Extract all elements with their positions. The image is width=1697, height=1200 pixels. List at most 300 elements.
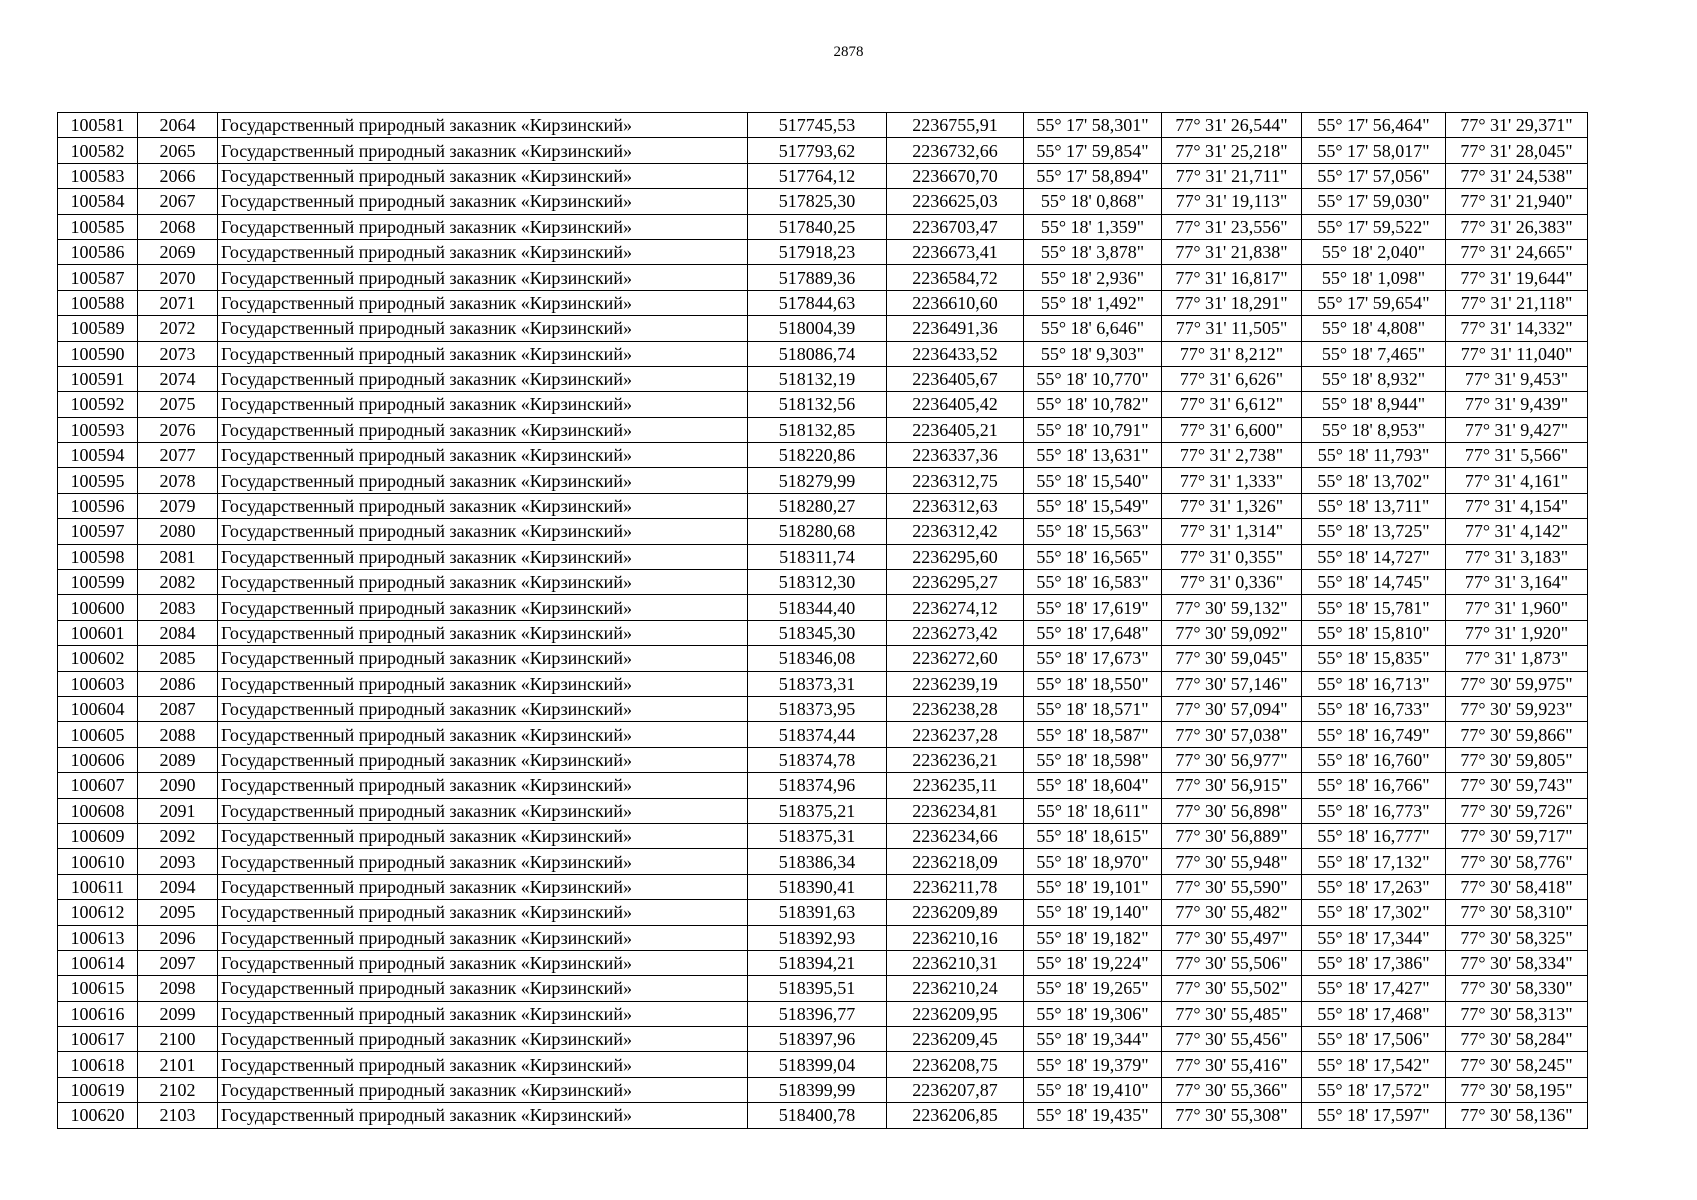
y-coordinate-cell: 2236755,91: [887, 113, 1024, 138]
y-coordinate-cell: 2236491,36: [887, 316, 1024, 341]
point-id-cell: 100608: [58, 798, 138, 823]
x-coordinate-cell: 518346,08: [748, 646, 887, 671]
longitude-1-cell: 77° 30' 57,038": [1162, 722, 1302, 747]
table-row: [58, 214, 1588, 239]
longitude-1-cell: 77° 31' 1,314": [1162, 519, 1302, 544]
latitude-1-cell: 55° 17' 59,854": [1024, 138, 1162, 163]
longitude-1-cell: 77° 30' 56,898": [1162, 798, 1302, 823]
latitude-1-cell: 55° 18' 9,303": [1024, 341, 1162, 366]
point-number-cell: 2073: [138, 341, 218, 366]
point-id-cell: 100605: [58, 722, 138, 747]
object-name-cell: Государственный природный заказник «Кирзинский»: [218, 950, 748, 975]
point-id-cell: 100590: [58, 341, 138, 366]
point-number-cell: 2076: [138, 417, 218, 442]
latitude-2-cell: 55° 18' 14,727": [1302, 544, 1446, 569]
latitude-1-cell: 55° 18' 19,140": [1024, 900, 1162, 925]
y-coordinate-cell: 2236236,21: [887, 747, 1024, 772]
longitude-1-cell: 77° 30' 55,366": [1162, 1077, 1302, 1102]
table-row: [58, 570, 1588, 595]
y-coordinate-cell: 2236209,89: [887, 900, 1024, 925]
latitude-2-cell: 55° 18' 17,572": [1302, 1077, 1446, 1102]
latitude-1-cell: 55° 18' 19,265": [1024, 976, 1162, 1001]
longitude-2-cell: 77° 31' 1,960": [1446, 595, 1588, 620]
object-name-cell: Государственный природный заказник «Кирзинский»: [218, 341, 748, 366]
longitude-2-cell: 77° 30' 58,284": [1446, 1027, 1588, 1052]
point-id-cell: 100604: [58, 696, 138, 721]
latitude-2-cell: 55° 18' 16,760": [1302, 747, 1446, 772]
point-id-cell: 100582: [58, 138, 138, 163]
object-name-cell: Государственный природный заказник «Кирзинский»: [218, 519, 748, 544]
table-row: [58, 722, 1588, 747]
point-number-cell: 2097: [138, 950, 218, 975]
point-id-cell: 100593: [58, 417, 138, 442]
latitude-2-cell: 55° 17' 57,056": [1302, 163, 1446, 188]
object-name-cell: Государственный природный заказник «Кирзинский»: [218, 468, 748, 493]
y-coordinate-cell: 2236312,42: [887, 519, 1024, 544]
longitude-1-cell: 77° 30' 55,456": [1162, 1027, 1302, 1052]
latitude-1-cell: 55° 18' 19,410": [1024, 1077, 1162, 1102]
point-number-cell: 2082: [138, 570, 218, 595]
point-number-cell: 2095: [138, 900, 218, 925]
x-coordinate-cell: 518374,78: [748, 747, 887, 772]
page-number: 2878: [833, 44, 864, 60]
latitude-2-cell: 55° 18' 17,506": [1302, 1027, 1446, 1052]
longitude-1-cell: 77° 30' 55,590": [1162, 874, 1302, 899]
object-name-cell: Государственный природный заказник «Кирзинский»: [218, 1001, 748, 1026]
latitude-1-cell: 55° 18' 6,646": [1024, 316, 1162, 341]
y-coordinate-cell: 2236211,78: [887, 874, 1024, 899]
point-number-cell: 2085: [138, 646, 218, 671]
longitude-1-cell: 77° 31' 19,113": [1162, 189, 1302, 214]
point-number-cell: 2066: [138, 163, 218, 188]
y-coordinate-cell: 2236209,45: [887, 1027, 1024, 1052]
longitude-2-cell: 77° 31' 4,142": [1446, 519, 1588, 544]
latitude-2-cell: 55° 18' 11,793": [1302, 443, 1446, 468]
x-coordinate-cell: 518311,74: [748, 544, 887, 569]
latitude-1-cell: 55° 18' 15,549": [1024, 493, 1162, 518]
object-name-cell: Государственный природный заказник «Кирзинский»: [218, 290, 748, 315]
point-number-cell: 2103: [138, 1103, 218, 1128]
point-id-cell: 100598: [58, 544, 138, 569]
longitude-2-cell: 77° 31' 21,940": [1446, 189, 1588, 214]
table-row: [58, 1027, 1588, 1052]
y-coordinate-cell: 2236210,24: [887, 976, 1024, 1001]
object-name-cell: Государственный природный заказник «Кирзинский»: [218, 620, 748, 645]
table-row: [58, 493, 1588, 518]
longitude-2-cell: 77° 30' 58,334": [1446, 950, 1588, 975]
point-id-cell: 100584: [58, 189, 138, 214]
point-number-cell: 2081: [138, 544, 218, 569]
point-number-cell: 2087: [138, 696, 218, 721]
point-id-cell: 100588: [58, 290, 138, 315]
y-coordinate-cell: 2236239,19: [887, 671, 1024, 696]
y-coordinate-cell: 2236405,42: [887, 392, 1024, 417]
object-name-cell: Государственный природный заказник «Кирзинский»: [218, 392, 748, 417]
point-number-cell: 2092: [138, 823, 218, 848]
x-coordinate-cell: 518394,21: [748, 950, 887, 975]
point-number-cell: 2065: [138, 138, 218, 163]
longitude-1-cell: 77° 31' 21,838": [1162, 239, 1302, 264]
object-name-cell: Государственный природный заказник «Кирзинский»: [218, 696, 748, 721]
latitude-2-cell: 55° 18' 8,944": [1302, 392, 1446, 417]
table-row: [58, 646, 1588, 671]
longitude-2-cell: 77° 30' 58,330": [1446, 976, 1588, 1001]
longitude-1-cell: 77° 31' 18,291": [1162, 290, 1302, 315]
table-row: [58, 163, 1588, 188]
table-row: [58, 1103, 1588, 1128]
point-number-cell: 2102: [138, 1077, 218, 1102]
object-name-cell: Государственный природный заказник «Кирзинский»: [218, 1052, 748, 1077]
latitude-2-cell: 55° 17' 56,464": [1302, 113, 1446, 138]
latitude-2-cell: 55° 18' 17,386": [1302, 950, 1446, 975]
table-row: [58, 138, 1588, 163]
point-id-cell: 100596: [58, 493, 138, 518]
x-coordinate-cell: 518220,86: [748, 443, 887, 468]
longitude-2-cell: 77° 30' 58,310": [1446, 900, 1588, 925]
y-coordinate-cell: 2236732,66: [887, 138, 1024, 163]
point-number-cell: 2072: [138, 316, 218, 341]
latitude-2-cell: 55° 18' 15,781": [1302, 595, 1446, 620]
object-name-cell: Государственный природный заказник «Кирзинский»: [218, 417, 748, 442]
latitude-1-cell: 55° 18' 19,306": [1024, 1001, 1162, 1026]
object-name-cell: Государственный природный заказник «Кирзинский»: [218, 163, 748, 188]
longitude-1-cell: 77° 31' 6,600": [1162, 417, 1302, 442]
table-row: [58, 341, 1588, 366]
object-name-cell: Государственный природный заказник «Кирзинский»: [218, 1077, 748, 1102]
coordinates-table-container: [57, 112, 1587, 1129]
latitude-2-cell: 55° 18' 17,468": [1302, 1001, 1446, 1026]
latitude-1-cell: 55° 18' 18,587": [1024, 722, 1162, 747]
y-coordinate-cell: 2236312,75: [887, 468, 1024, 493]
longitude-2-cell: 77° 30' 58,313": [1446, 1001, 1588, 1026]
point-number-cell: 2098: [138, 976, 218, 1001]
point-id-cell: 100619: [58, 1077, 138, 1102]
longitude-2-cell: 77° 31' 14,332": [1446, 316, 1588, 341]
point-number-cell: 2074: [138, 366, 218, 391]
longitude-1-cell: 77° 31' 2,738": [1162, 443, 1302, 468]
longitude-2-cell: 77° 31' 3,164": [1446, 570, 1588, 595]
x-coordinate-cell: 518375,21: [748, 798, 887, 823]
longitude-2-cell: 77° 30' 58,776": [1446, 849, 1588, 874]
object-name-cell: Государственный природный заказник «Кирзинский»: [218, 722, 748, 747]
y-coordinate-cell: 2236234,66: [887, 823, 1024, 848]
x-coordinate-cell: 518399,04: [748, 1052, 887, 1077]
latitude-2-cell: 55° 18' 17,597": [1302, 1103, 1446, 1128]
table-row: [58, 874, 1588, 899]
point-number-cell: 2093: [138, 849, 218, 874]
x-coordinate-cell: 518279,99: [748, 468, 887, 493]
latitude-1-cell: 55° 18' 19,182": [1024, 925, 1162, 950]
latitude-1-cell: 55° 18' 19,379": [1024, 1052, 1162, 1077]
longitude-1-cell: 77° 31' 6,626": [1162, 366, 1302, 391]
point-id-cell: 100581: [58, 113, 138, 138]
point-id-cell: 100589: [58, 316, 138, 341]
table-row: [58, 1052, 1588, 1077]
y-coordinate-cell: 2236584,72: [887, 265, 1024, 290]
object-name-cell: Государственный природный заказник «Кирзинский»: [218, 925, 748, 950]
point-id-cell: 100597: [58, 519, 138, 544]
point-id-cell: 100616: [58, 1001, 138, 1026]
longitude-2-cell: 77° 30' 58,136": [1446, 1103, 1588, 1128]
longitude-1-cell: 77° 30' 59,045": [1162, 646, 1302, 671]
point-id-cell: 100602: [58, 646, 138, 671]
y-coordinate-cell: 2236433,52: [887, 341, 1024, 366]
point-id-cell: 100609: [58, 823, 138, 848]
longitude-2-cell: 77° 31' 28,045": [1446, 138, 1588, 163]
y-coordinate-cell: 2236237,28: [887, 722, 1024, 747]
latitude-1-cell: 55° 18' 10,782": [1024, 392, 1162, 417]
y-coordinate-cell: 2236703,47: [887, 214, 1024, 239]
longitude-2-cell: 77° 30' 58,325": [1446, 925, 1588, 950]
latitude-1-cell: 55° 17' 58,894": [1024, 163, 1162, 188]
x-coordinate-cell: 518399,99: [748, 1077, 887, 1102]
point-id-cell: 100613: [58, 925, 138, 950]
longitude-2-cell: 77° 31' 1,920": [1446, 620, 1588, 645]
x-coordinate-cell: 517889,36: [748, 265, 887, 290]
longitude-1-cell: 77° 31' 1,333": [1162, 468, 1302, 493]
longitude-2-cell: 77° 30' 59,866": [1446, 722, 1588, 747]
y-coordinate-cell: 2236405,67: [887, 366, 1024, 391]
longitude-1-cell: 77° 31' 25,218": [1162, 138, 1302, 163]
latitude-2-cell: 55° 18' 17,542": [1302, 1052, 1446, 1077]
longitude-2-cell: 77° 31' 26,383": [1446, 214, 1588, 239]
longitude-1-cell: 77° 30' 55,502": [1162, 976, 1302, 1001]
longitude-2-cell: 77° 31' 1,873": [1446, 646, 1588, 671]
point-id-cell: 100614: [58, 950, 138, 975]
x-coordinate-cell: 517840,25: [748, 214, 887, 239]
table-row: [58, 544, 1588, 569]
point-id-cell: 100595: [58, 468, 138, 493]
object-name-cell: Государственный природный заказник «Кирзинский»: [218, 646, 748, 671]
point-number-cell: 2068: [138, 214, 218, 239]
latitude-2-cell: 55° 18' 16,773": [1302, 798, 1446, 823]
table-row: [58, 620, 1588, 645]
point-number-cell: 2088: [138, 722, 218, 747]
point-id-cell: 100585: [58, 214, 138, 239]
latitude-2-cell: 55° 18' 2,040": [1302, 239, 1446, 264]
object-name-cell: Государственный природный заказник «Кирзинский»: [218, 443, 748, 468]
point-id-cell: 100612: [58, 900, 138, 925]
y-coordinate-cell: 2236209,95: [887, 1001, 1024, 1026]
latitude-1-cell: 55° 18' 17,619": [1024, 595, 1162, 620]
point-id-cell: 100601: [58, 620, 138, 645]
latitude-1-cell: 55° 18' 0,868": [1024, 189, 1162, 214]
x-coordinate-cell: 518345,30: [748, 620, 887, 645]
longitude-1-cell: 77° 31' 21,711": [1162, 163, 1302, 188]
longitude-1-cell: 77° 30' 55,948": [1162, 849, 1302, 874]
x-coordinate-cell: 517745,53: [748, 113, 887, 138]
x-coordinate-cell: 518344,40: [748, 595, 887, 620]
latitude-1-cell: 55° 18' 19,224": [1024, 950, 1162, 975]
table-row: [58, 773, 1588, 798]
x-coordinate-cell: 518374,96: [748, 773, 887, 798]
point-id-cell: 100592: [58, 392, 138, 417]
point-number-cell: 2080: [138, 519, 218, 544]
latitude-2-cell: 55° 17' 58,017": [1302, 138, 1446, 163]
longitude-2-cell: 77° 31' 21,118": [1446, 290, 1588, 315]
latitude-2-cell: 55° 18' 8,932": [1302, 366, 1446, 391]
longitude-1-cell: 77° 31' 16,817": [1162, 265, 1302, 290]
point-number-cell: 2071: [138, 290, 218, 315]
latitude-1-cell: 55° 18' 13,631": [1024, 443, 1162, 468]
point-number-cell: 2090: [138, 773, 218, 798]
latitude-2-cell: 55° 18' 7,465": [1302, 341, 1446, 366]
longitude-1-cell: 77° 31' 23,556": [1162, 214, 1302, 239]
object-name-cell: Государственный природный заказник «Кирзинский»: [218, 239, 748, 264]
latitude-1-cell: 55° 18' 15,563": [1024, 519, 1162, 544]
coordinates-table: [57, 112, 1588, 1129]
x-coordinate-cell: 518280,68: [748, 519, 887, 544]
table-row: [58, 519, 1588, 544]
point-id-cell: 100615: [58, 976, 138, 1001]
x-coordinate-cell: 518392,93: [748, 925, 887, 950]
table-row: [58, 671, 1588, 696]
longitude-1-cell: 77° 31' 8,212": [1162, 341, 1302, 366]
longitude-1-cell: 77° 30' 56,977": [1162, 747, 1302, 772]
latitude-1-cell: 55° 18' 1,359": [1024, 214, 1162, 239]
latitude-2-cell: 55° 18' 13,725": [1302, 519, 1446, 544]
x-coordinate-cell: 518004,39: [748, 316, 887, 341]
y-coordinate-cell: 2236273,42: [887, 620, 1024, 645]
object-name-cell: Государственный природный заказник «Кирзинский»: [218, 900, 748, 925]
point-number-cell: 2064: [138, 113, 218, 138]
table-row: [58, 900, 1588, 925]
y-coordinate-cell: 2236405,21: [887, 417, 1024, 442]
object-name-cell: Государственный природный заказник «Кирзинский»: [218, 874, 748, 899]
latitude-2-cell: 55° 18' 16,766": [1302, 773, 1446, 798]
x-coordinate-cell: 518397,96: [748, 1027, 887, 1052]
x-coordinate-cell: 518086,74: [748, 341, 887, 366]
latitude-2-cell: 55° 18' 16,777": [1302, 823, 1446, 848]
x-coordinate-cell: 518132,19: [748, 366, 887, 391]
latitude-1-cell: 55° 18' 18,598": [1024, 747, 1162, 772]
object-name-cell: Государственный природный заказник «Кирзинский»: [218, 316, 748, 341]
point-number-cell: 2084: [138, 620, 218, 645]
latitude-2-cell: 55° 18' 13,711": [1302, 493, 1446, 518]
longitude-2-cell: 77° 30' 59,743": [1446, 773, 1588, 798]
latitude-1-cell: 55° 18' 3,878": [1024, 239, 1162, 264]
x-coordinate-cell: 518132,56: [748, 392, 887, 417]
table-row: [58, 747, 1588, 772]
table-row: [58, 798, 1588, 823]
point-number-cell: 2091: [138, 798, 218, 823]
object-name-cell: Государственный природный заказник «Кирзинский»: [218, 138, 748, 163]
y-coordinate-cell: 2236234,81: [887, 798, 1024, 823]
longitude-1-cell: 77° 30' 55,497": [1162, 925, 1302, 950]
object-name-cell: Государственный природный заказник «Кирзинский»: [218, 1027, 748, 1052]
longitude-2-cell: 77° 31' 29,371": [1446, 113, 1588, 138]
point-id-cell: 100618: [58, 1052, 138, 1077]
longitude-1-cell: 77° 31' 6,612": [1162, 392, 1302, 417]
object-name-cell: Государственный природный заказник «Кирзинский»: [218, 849, 748, 874]
table-row: [58, 468, 1588, 493]
latitude-1-cell: 55° 18' 10,791": [1024, 417, 1162, 442]
longitude-2-cell: 77° 31' 3,183": [1446, 544, 1588, 569]
longitude-1-cell: 77° 30' 55,482": [1162, 900, 1302, 925]
y-coordinate-cell: 2236218,09: [887, 849, 1024, 874]
longitude-1-cell: 77° 30' 55,416": [1162, 1052, 1302, 1077]
longitude-1-cell: 77° 30' 57,146": [1162, 671, 1302, 696]
point-id-cell: 100617: [58, 1027, 138, 1052]
object-name-cell: Государственный природный заказник «Кирзинский»: [218, 747, 748, 772]
y-coordinate-cell: 2236272,60: [887, 646, 1024, 671]
table-row: [58, 392, 1588, 417]
object-name-cell: Государственный природный заказник «Кирзинский»: [218, 595, 748, 620]
point-id-cell: 100606: [58, 747, 138, 772]
point-number-cell: 2086: [138, 671, 218, 696]
object-name-cell: Государственный природный заказник «Кирзинский»: [218, 976, 748, 1001]
point-number-cell: 2089: [138, 747, 218, 772]
latitude-1-cell: 55° 17' 58,301": [1024, 113, 1162, 138]
longitude-2-cell: 77° 31' 24,665": [1446, 239, 1588, 264]
longitude-1-cell: 77° 30' 59,132": [1162, 595, 1302, 620]
point-number-cell: 2070: [138, 265, 218, 290]
longitude-1-cell: 77° 31' 0,336": [1162, 570, 1302, 595]
x-coordinate-cell: 518312,30: [748, 570, 887, 595]
point-number-cell: 2067: [138, 189, 218, 214]
longitude-1-cell: 77° 31' 1,326": [1162, 493, 1302, 518]
object-name-cell: Государственный природный заказник «Кирзинский»: [218, 544, 748, 569]
latitude-1-cell: 55° 18' 17,673": [1024, 646, 1162, 671]
latitude-2-cell: 55° 18' 17,302": [1302, 900, 1446, 925]
table-row: [58, 849, 1588, 874]
longitude-2-cell: 77° 30' 58,195": [1446, 1077, 1588, 1102]
table-row: [58, 976, 1588, 1001]
table-row: [58, 316, 1588, 341]
object-name-cell: Государственный природный заказник «Кирзинский»: [218, 671, 748, 696]
object-name-cell: Государственный природный заказник «Кирзинский»: [218, 798, 748, 823]
point-id-cell: 100603: [58, 671, 138, 696]
x-coordinate-cell: 517844,63: [748, 290, 887, 315]
y-coordinate-cell: 2236235,11: [887, 773, 1024, 798]
x-coordinate-cell: 518391,63: [748, 900, 887, 925]
x-coordinate-cell: 518396,77: [748, 1001, 887, 1026]
table-row: [58, 443, 1588, 468]
point-number-cell: 2096: [138, 925, 218, 950]
latitude-2-cell: 55° 18' 1,098": [1302, 265, 1446, 290]
point-id-cell: 100620: [58, 1103, 138, 1128]
x-coordinate-cell: 517764,12: [748, 163, 887, 188]
latitude-2-cell: 55° 17' 59,030": [1302, 189, 1446, 214]
latitude-1-cell: 55° 18' 18,550": [1024, 671, 1162, 696]
longitude-2-cell: 77° 30' 59,726": [1446, 798, 1588, 823]
latitude-1-cell: 55° 18' 18,571": [1024, 696, 1162, 721]
latitude-1-cell: 55° 18' 18,611": [1024, 798, 1162, 823]
longitude-1-cell: 77° 30' 57,094": [1162, 696, 1302, 721]
longitude-2-cell: 77° 31' 4,154": [1446, 493, 1588, 518]
y-coordinate-cell: 2236337,36: [887, 443, 1024, 468]
object-name-cell: Государственный природный заказник «Кирзинский»: [218, 493, 748, 518]
x-coordinate-cell: 518280,27: [748, 493, 887, 518]
longitude-2-cell: 77° 30' 59,717": [1446, 823, 1588, 848]
object-name-cell: Государственный природный заказник «Кирзинский»: [218, 366, 748, 391]
point-id-cell: 100611: [58, 874, 138, 899]
y-coordinate-cell: 2236208,75: [887, 1052, 1024, 1077]
y-coordinate-cell: 2236210,31: [887, 950, 1024, 975]
longitude-2-cell: 77° 30' 59,923": [1446, 696, 1588, 721]
point-id-cell: 100586: [58, 239, 138, 264]
longitude-1-cell: 77° 30' 55,506": [1162, 950, 1302, 975]
latitude-2-cell: 55° 18' 8,953": [1302, 417, 1446, 442]
point-number-cell: 2101: [138, 1052, 218, 1077]
longitude-1-cell: 77° 31' 0,355": [1162, 544, 1302, 569]
y-coordinate-cell: 2236670,70: [887, 163, 1024, 188]
longitude-1-cell: 77° 30' 56,889": [1162, 823, 1302, 848]
longitude-1-cell: 77° 30' 55,308": [1162, 1103, 1302, 1128]
longitude-2-cell: 77° 30' 59,805": [1446, 747, 1588, 772]
x-coordinate-cell: 518373,31: [748, 671, 887, 696]
longitude-1-cell: 77° 30' 55,485": [1162, 1001, 1302, 1026]
